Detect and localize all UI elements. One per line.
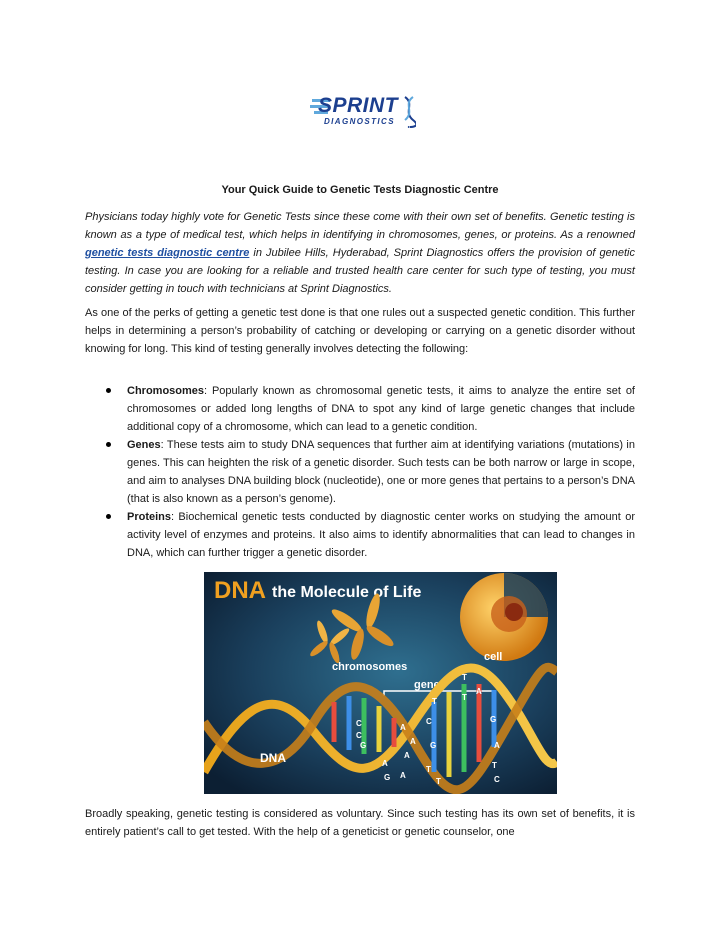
svg-text:G: G xyxy=(430,741,437,750)
bullet-term: Chromosomes xyxy=(127,385,205,397)
bullet-dot xyxy=(106,442,111,447)
page-title: Your Quick Guide to Genetic Tests Diagnostic Centre xyxy=(221,184,499,196)
logo-name: SPRINT xyxy=(318,94,399,117)
label-chromosomes: chromosomes xyxy=(332,661,408,673)
bullet-dot xyxy=(106,514,111,519)
bullet-text: : Biochemical genetic tests conducted by diagnostic center works on studying the amount or activity level of enzymes and proteins. It also aims to identify abnormalities that can lead to changes in DNA, which can further trigger a genetic disorder. xyxy=(127,511,635,559)
svg-text:C: C xyxy=(356,731,362,740)
list-item-proteins xyxy=(85,508,635,562)
svg-text:G: G xyxy=(384,773,391,782)
sprint-diagnostics-logo xyxy=(310,94,420,132)
genetic-tests-link[interactable]: genetic tests diagnostic centre xyxy=(85,247,250,259)
intro-text-end: in Jubilee Hills, Hyderabad, Sprint Diagnostics offers the provision of genetic testing. In case you are looking for a reliable and trusted health care center for such type of testing, you must consider getting in touch with technicians at Sprint Diagnostics. xyxy=(85,247,635,295)
svg-text:A: A xyxy=(476,687,482,696)
logo-helix-icon xyxy=(402,96,416,128)
list-item-chromosomes xyxy=(85,382,635,436)
svg-text:A: A xyxy=(494,741,500,750)
svg-text:C: C xyxy=(494,775,500,784)
svg-text:A: A xyxy=(404,751,410,760)
svg-text:T: T xyxy=(436,777,441,786)
bullet-term: Genes xyxy=(127,439,161,451)
svg-text:C: C xyxy=(426,717,432,726)
dna-molecule-illustration xyxy=(204,572,557,794)
label-dna: DNA xyxy=(260,751,286,765)
svg-text:A: A xyxy=(400,771,406,780)
svg-text:G: G xyxy=(360,741,367,750)
svg-text:G: G xyxy=(490,715,497,724)
svg-text:T: T xyxy=(462,693,467,702)
bullet-text: : Popularly known as chromosomal genetic tests, it aims to analyze the entire set of chromosomes or added long lengths of DNA to spot any kind of large genetic changes that include additional copy of a chromosome, which can lead to a genetic condition. xyxy=(127,385,635,433)
svg-text:A: A xyxy=(410,737,416,746)
intro-text-start: Physicians today highly vote for Genetic Tests since these come with their own set of benefits. Genetic testing is known as a type of medical test, which helps in identifying in chromosomes, genes, or proteins. As a renowned xyxy=(85,211,635,241)
label-cell: cell xyxy=(484,651,503,663)
figure-title-dna: DNA xyxy=(214,577,266,604)
bullet-term: Proteins xyxy=(127,511,172,523)
test-types-list xyxy=(85,382,635,562)
svg-text:T: T xyxy=(432,697,437,706)
svg-text:T: T xyxy=(462,673,467,682)
perks-paragraph: As one of the perks of getting a genetic test done is that one rules out a suspected genetic condition. This further helps in determining a person’s probability of catching or developing or carrying on a genetic disorder without knowing for long. This kind of testing generally involves detecting the following: xyxy=(85,307,635,355)
bullet-dot xyxy=(106,388,111,393)
list-item-genes xyxy=(85,436,635,508)
logo-tagline: DIAGNOSTICS xyxy=(324,117,395,126)
bullet-text: : These tests aim to study DNA sequences that further aim at identifying variations (mutations) in genes. This can heighten the risk of a genetic disorder. Such tests can be both narrow or large in scope, and aim to analyses DNA building block (nucleotide), one or more genes that pertains to a person’s DNA (that is also known as a person’s genome). xyxy=(127,439,635,505)
intro-paragraph xyxy=(85,208,635,298)
svg-text:C: C xyxy=(356,719,362,728)
svg-text:T: T xyxy=(426,765,431,774)
svg-text:T: T xyxy=(492,761,497,770)
label-gene: gene xyxy=(414,679,440,691)
svg-text:A: A xyxy=(382,759,388,768)
cell-shape xyxy=(460,573,548,661)
svg-text:A: A xyxy=(400,723,406,732)
closing-paragraph: Broadly speaking, genetic testing is considered as voluntary. Since such testing has its own set of benefits, it is entirely patient’s call to get tested. With the help of a geneticist or genetic counselor, one xyxy=(85,808,635,838)
figure-title-rest: the Molecule of Life xyxy=(272,584,422,601)
